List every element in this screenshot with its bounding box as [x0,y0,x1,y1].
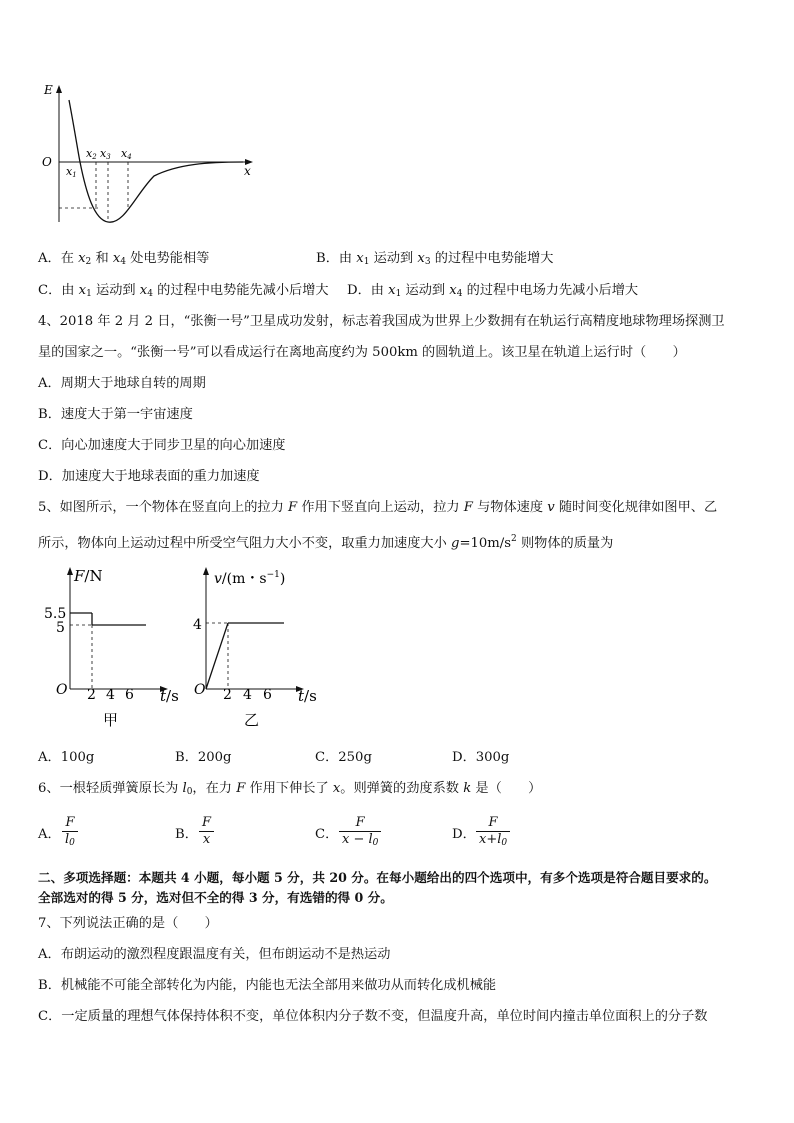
q6-option-d-label: D． [452,827,476,842]
section2-heading-line2: 全部选对的得 5 分，选对但不全的得 3 分，有选错的得 0 分。 [38,890,393,905]
q6-option-a-label: A． [38,827,61,842]
q3-option-a: A．在 $x_2$ 和 $x_4$ 处电势能相等 [38,251,210,267]
q3-option-c: C．由 $x_1$ 运动到 $x_4$ 的过程中电势能先减小后增大 [38,283,329,299]
fig1-ylabel-var: F [74,567,85,585]
q5-option-a: A．100g [38,750,95,765]
fig1-caption: 甲 [103,711,119,729]
fig1-origin: O [56,682,68,698]
q4-option-a: A．周期大于地球自转的周期 [38,376,206,391]
x1-label: x [66,165,73,178]
q7-option-b: B．机械能不可能全部转化为内能，内能也无法全部用来做功从而转化成机械能 [38,978,497,993]
svg-text:x3: x3 [100,147,111,161]
fig2-tick-4: 4 [193,617,202,633]
fig2-caption: 乙 [244,711,260,729]
q7-stem: 7、下列说法正确的是（ ） [38,916,218,931]
svg-text:x2: x2 [86,147,97,161]
svg-text:x1: x1 [66,165,77,179]
axis-x-label: x [244,164,251,178]
origin-label: O [42,155,52,169]
fig1-tick-t6: 6 [125,687,134,703]
q6-option-b-fraction: $\frac{F}{x}$ [199,815,214,848]
x3-label: x [100,147,107,160]
q5-option-d: D．300g [452,750,510,765]
fig2-xlabel-var: t [298,687,305,705]
svg-text:F/N: F/N [74,567,103,585]
svg-text:v/(m・s−1): v/(m・$s^{-1}$) [214,570,286,587]
svg-text:t/s: t/s [160,687,179,705]
fig2-tick-t4: 4 [243,687,252,703]
q4-option-b: B．速度大于第一宇宙速度 [38,407,193,422]
q3-option-b: B．由 $x_1$ 运动到 $x_3$ 的过程中电势能增大 [316,251,554,267]
q6-option-c-label: C． [315,827,339,842]
section2-heading-line1: 二、多项选择题：本题共 4 小题，每小题 5 分，共 20 分。在每小题给出的四个选项中，有多个选项是符合题目要求的。 [38,870,717,885]
fig2-ylabel-var: v [214,571,222,587]
axis-e-label: E [44,83,53,97]
fig1-tick-t4: 4 [106,687,115,703]
x2-label: x [86,147,93,160]
fig1-tick-t2: 2 [87,687,96,703]
fig1-tick-5: 5 [56,620,65,636]
energy-position-graph [38,82,278,242]
q5-option-b: B．200g [175,750,232,765]
q6-stem: 6、一根轻质弹簧原长为 $l_0$，在力 F 作用下伸长了 x。则弹簧的劲度系数 k 是（ ） [38,781,542,797]
q5-stem-line2: 所示，物体向上运动过程中所受空气阻力大小不变，取重力加速度大小 $g=10m/s^2$ 则物体的质量为 [38,534,614,551]
fig2-origin: O [194,682,206,698]
x4-label: x [121,147,128,160]
q7-option-c: C．一定质量的理想气体保持体积不变，单位体积内分子数不变，但温度升高，单位时间内撞击单位面积上的分子数 [38,1009,708,1024]
q7-option-a: A．布朗运动的激烈程度跟温度有关，但布朗运动不是热运动 [38,947,391,962]
q4-stem-line1: 4、2018 年 2 月 2 日，“张衡一号”卫星成功发射，标志着我国成为世界上少数拥有在轨运行高精度地球物理场探测卫 [38,314,725,329]
q4-option-c: C．向心加速度大于同步卫星的向心加速度 [38,438,286,453]
q4-stem-line2: 星的国家之一。“张衡一号”可以看成运行在离地高度约为 500km 的圆轨道上。该卫星在轨道上运行时（ ） [38,345,686,360]
q5-stem-line1: 5、如图所示，一个物体在竖直向上的拉力 F 作用下竖直向上运动，拉力 F 与物体速度 v 随时间变化规律如图甲、乙 [38,500,718,515]
q6-option-b-label: B． [175,827,198,842]
svg-text:t/s: t/s [298,687,317,705]
q4-option-d: D．加速度大于地球表面的重力加速度 [38,469,260,484]
q6-option-d-fraction: $\frac{F}{x+l_0}$ [476,815,510,851]
fig2-tick-t6: 6 [263,687,272,703]
q6-option-a-fraction: $\frac{F}{l_0}$ [62,815,78,851]
svg-text:x4: x4 [121,147,132,161]
q5-option-c: C．250g [315,750,372,765]
fig1-xlabel-var: t [160,687,167,705]
force-time-graph [42,563,182,733]
fig1-tick-55: 5.5 [44,606,67,622]
q3-option-d: D．由 $x_1$ 运动到 $x_4$ 的过程中电场力先减小后增大 [347,283,639,299]
velocity-time-graph [188,563,328,733]
q6-option-c-fraction: $\frac{F}{x - l_0}$ [339,815,381,851]
fig2-tick-t2: 2 [223,687,232,703]
